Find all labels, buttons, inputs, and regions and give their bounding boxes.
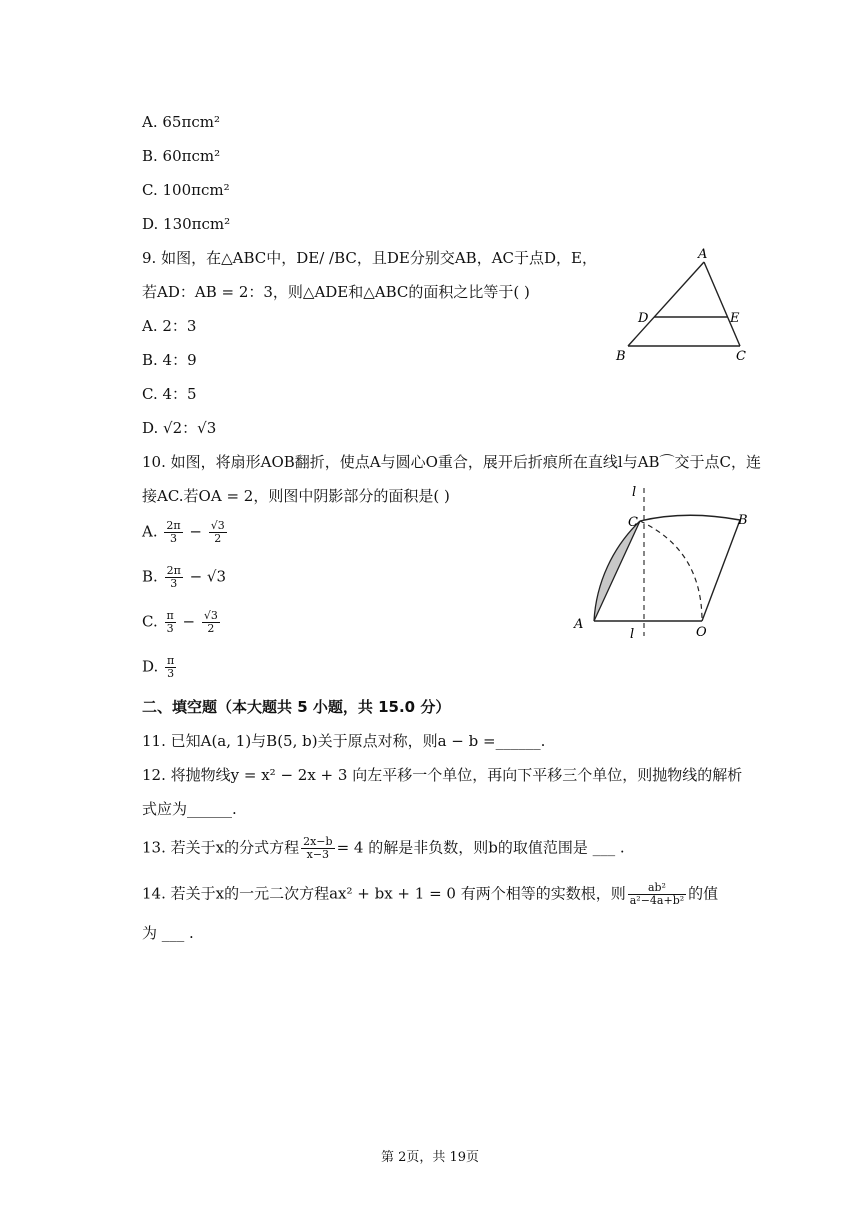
q10-folded-arc bbox=[640, 521, 702, 621]
q10-label-a: A bbox=[574, 617, 584, 632]
q10-label-b: B bbox=[738, 513, 748, 528]
q10-label-l-bottom: l bbox=[630, 627, 635, 642]
q10-radius-ob bbox=[702, 520, 740, 621]
frac-denominator: 3 bbox=[167, 667, 175, 680]
frac-denominator: x−3 bbox=[306, 848, 330, 861]
q10-option-b bbox=[142, 565, 226, 590]
q14-suffix: 的值 bbox=[688, 884, 719, 903]
q10-option-a bbox=[142, 520, 229, 545]
q9-stem-line1: 9. 如图，在△ABC中，DE/ /BC，且DE分别交AB，AC于点D，E， bbox=[142, 249, 597, 267]
q13-prefix: 13. 若关于x的分式方程 bbox=[142, 838, 300, 857]
frac-denominator: 2 bbox=[214, 532, 222, 545]
frac-numerator: √3 bbox=[203, 609, 218, 622]
q10-option-b-label: B. bbox=[142, 567, 158, 586]
minus-sign: − bbox=[182, 612, 196, 631]
q10-label-l-top: l bbox=[632, 485, 637, 500]
q8-option-b: B. 60πcm² bbox=[142, 147, 221, 165]
q9-label-a: A bbox=[698, 247, 708, 262]
q9-option-c: C. 4：5 bbox=[142, 385, 197, 403]
page-footer: 第 2页，共 19页 bbox=[380, 1150, 480, 1165]
q10-option-b-rest: − √3 bbox=[189, 567, 227, 586]
q10-option-c-fraction1 bbox=[165, 610, 176, 635]
q12-stem-line1: 12. 将抛物线y = x² − 2x + 3 向左平移一个单位，再向下平移三个单位，则抛物线的解析 bbox=[142, 766, 743, 784]
q8-option-d: D. 130πcm² bbox=[142, 215, 231, 233]
q10-option-d-label: D. bbox=[142, 657, 159, 676]
q10-stem-line1: 10. 如图，将扇形AOB翻折，使点A与圆心O重合，展开后折痕所在直线l与AB⌒交于点C，连 bbox=[142, 453, 762, 471]
q12-stem-line2: 式应为______. bbox=[142, 800, 237, 818]
frac-numerator: 2π bbox=[166, 564, 181, 577]
frac-numerator: ab² bbox=[628, 882, 686, 895]
frac-denominator: a²−4a+b² bbox=[629, 894, 685, 907]
q10-arc-cb bbox=[640, 515, 740, 521]
q13-fraction bbox=[301, 836, 334, 861]
q10-option-d bbox=[142, 655, 178, 680]
q9-label-d: D bbox=[638, 311, 649, 326]
q10-option-a-fraction2 bbox=[209, 520, 227, 545]
frac-denominator: 2 bbox=[207, 622, 215, 635]
q10-option-c-fraction2 bbox=[202, 610, 220, 635]
q10-option-b-fraction bbox=[165, 565, 183, 590]
q10-label-o: O bbox=[696, 625, 707, 640]
frac-numerator: π bbox=[166, 609, 174, 622]
q10-option-a-fraction1 bbox=[164, 520, 182, 545]
q9-triangle-figure bbox=[612, 244, 762, 366]
frac-numerator: π bbox=[167, 654, 175, 667]
q14-stem-line1 bbox=[142, 882, 718, 907]
q10-shaded-region bbox=[594, 521, 640, 621]
q10-label-c: C bbox=[628, 515, 638, 530]
q13-stem bbox=[142, 836, 625, 861]
q11-stem: 11. 已知A(a, 1)与B(5, b)关于原点对称，则a − b =______. bbox=[142, 732, 546, 750]
q9-side-ac bbox=[704, 262, 740, 346]
q14-stem-line2: 为 ___ . bbox=[142, 924, 194, 942]
q9-label-b: B bbox=[616, 349, 626, 364]
q10-option-a-label: A. bbox=[142, 522, 158, 541]
frac-numerator: 2π bbox=[166, 519, 181, 532]
frac-denominator: 3 bbox=[170, 577, 178, 590]
q9-label-e: E bbox=[730, 311, 740, 326]
minus-sign: − bbox=[189, 522, 202, 541]
q8-option-c: C. 100πcm² bbox=[142, 181, 230, 199]
q13-suffix: = 4 的解是非负数，则b的取值范围是 ___ . bbox=[336, 838, 625, 857]
q14-prefix: 14. 若关于x的一元二次方程ax² + bx + 1 = 0 有两个相等的实数根，则 bbox=[142, 884, 626, 903]
frac-numerator: 2x−b bbox=[303, 835, 333, 848]
q9-option-b: B. 4：9 bbox=[142, 351, 197, 369]
frac-denominator: 3 bbox=[166, 622, 174, 635]
q10-option-d-fraction bbox=[165, 655, 176, 680]
q10-option-c bbox=[142, 610, 222, 635]
q10-option-c-label: C. bbox=[142, 612, 158, 631]
q9-option-d: D. √2：√3 bbox=[142, 419, 217, 437]
q14-fraction bbox=[628, 882, 686, 907]
q9-option-a: A. 2：3 bbox=[142, 317, 197, 335]
q10-stem-line2: 接AC.若OA = 2，则图中阴影部分的面积是( ) bbox=[142, 487, 450, 505]
q8-option-a: A. 65πcm² bbox=[142, 113, 220, 131]
frac-denominator: 3 bbox=[170, 532, 177, 545]
q9-stem-line2: 若AD：AB = 2：3，则△ADE和△ABC的面积之比等于( ) bbox=[142, 283, 530, 301]
q9-label-c: C bbox=[736, 349, 746, 364]
section-heading-fill-in: 二、填空题（本大题共 5 小题，共 15.0 分） bbox=[142, 698, 451, 716]
q9-side-ab bbox=[628, 262, 704, 346]
frac-numerator: √3 bbox=[210, 519, 225, 532]
q10-sector-figure bbox=[566, 480, 766, 646]
